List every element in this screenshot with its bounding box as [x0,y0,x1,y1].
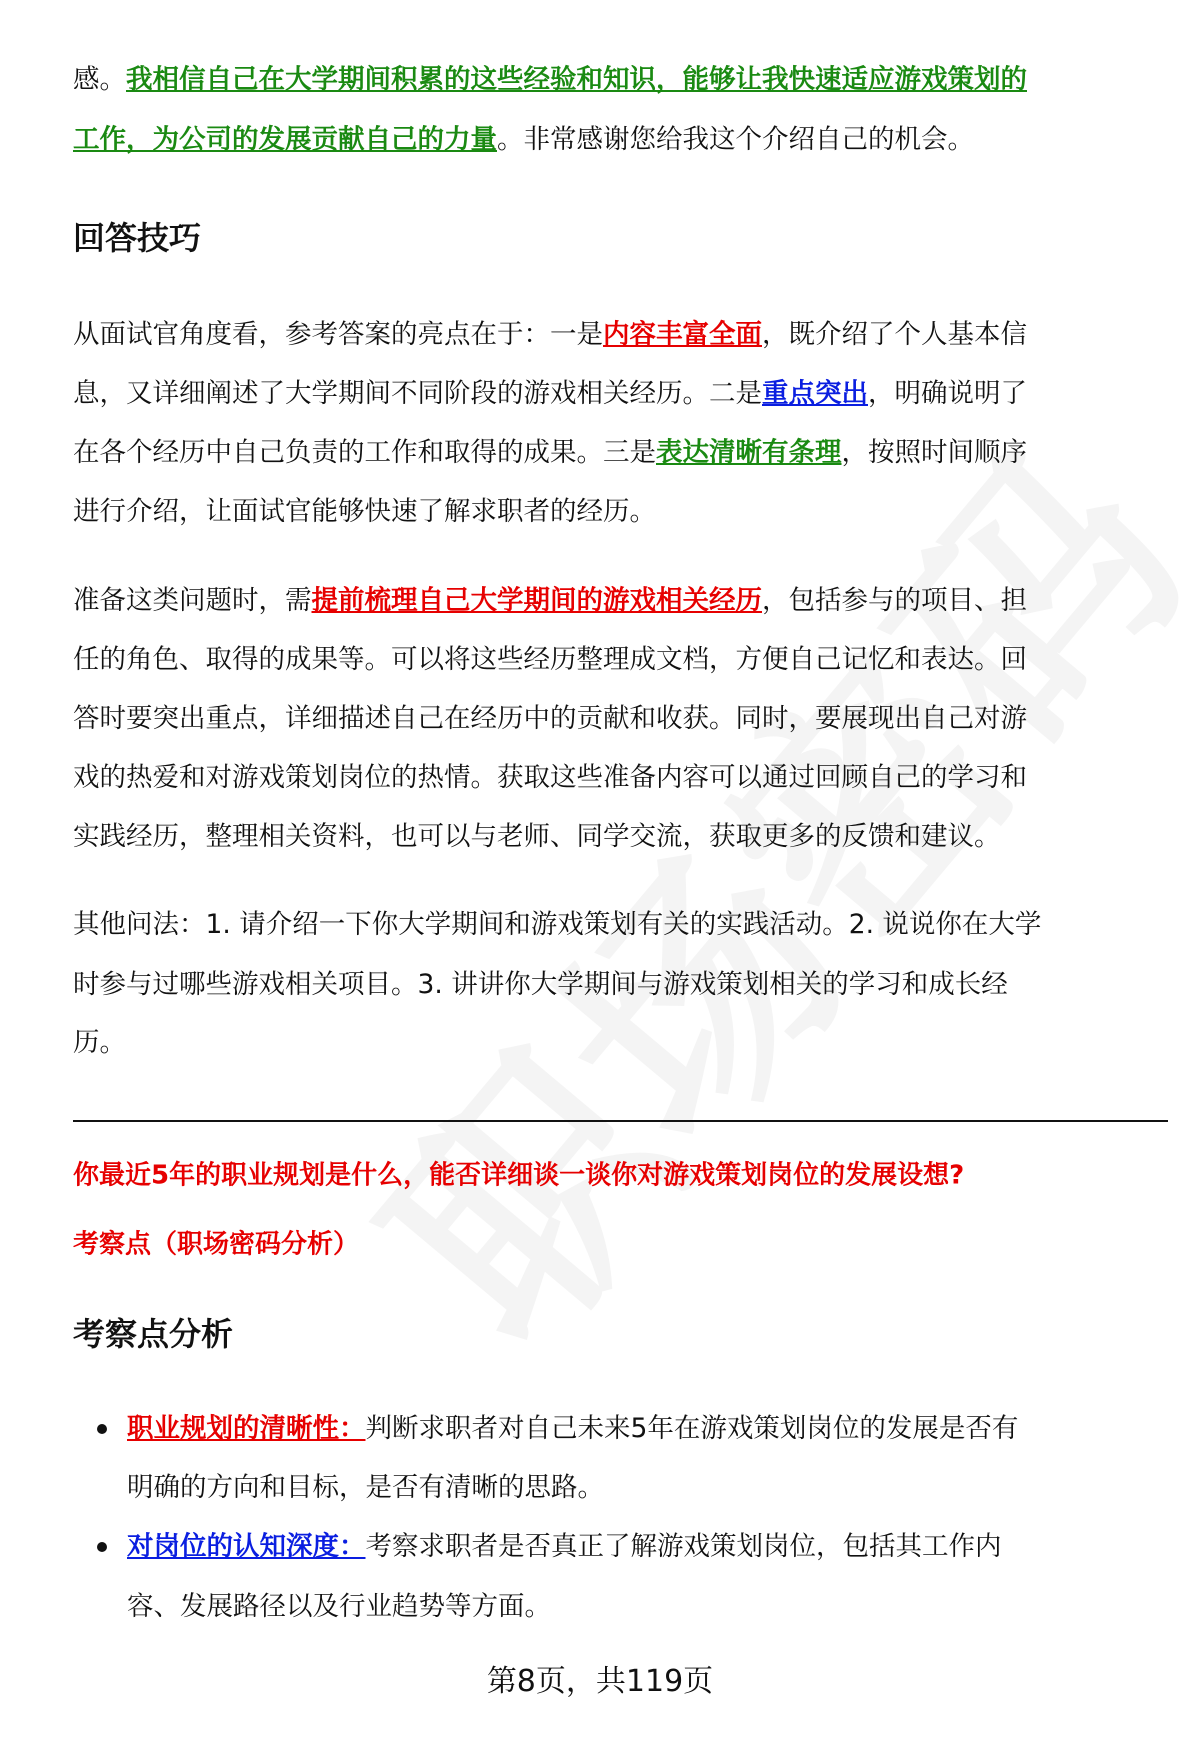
body-text: 历。 [73,1027,126,1058]
intro-line [73,60,1173,100]
body-text: 。非常感谢您给我这个介绍自己的机会。 [497,124,974,155]
body-text: 进行介绍，让面试官能够快速了解求职者的经历。 [73,496,656,527]
body-text: ，明确说明了 [868,378,1027,409]
body-text: ，既介绍了个人基本信 [762,319,1027,350]
bullet-2-line [127,1527,1200,1567]
highlight-text: 内容丰富全面 [603,319,762,350]
interview-question: 你最近5年的职业规划是什么，能否详细谈一谈你对游戏策划岗位的发展设想? [73,1160,965,1191]
highlight-text: 表达清晰有条理 [656,437,842,468]
tips-para1-line [73,492,1173,532]
bullet-icon [97,1424,107,1434]
highlight-text: 对岗位的认知深度： [127,1531,366,1562]
body-text: 任的角色、取得的成果等。可以将这些经历整理成文档，方便自己记忆和表达。回 [73,644,1027,675]
bullet-1-line [127,1409,1200,1449]
tips-para3-line [73,965,1173,1005]
exam-point-label: 考察点（职场密码分析） [73,1229,360,1260]
body-text: 准备这类问题时，需 [73,585,312,616]
highlight-text: 重点突出 [762,378,868,409]
page-number: 第8页，共119页 [486,1664,714,1699]
body-text: 息，又详细阐述了大学期间不同阶段的游戏相关经历。二是 [73,378,762,409]
section-heading-analysis: 考察点分析 [73,1315,234,1353]
tips-para2-line [73,817,1173,857]
tips-para1-line [73,374,1173,414]
tips-para2-line [73,758,1173,798]
bullet-icon [97,1542,107,1552]
bullet-2-line [127,1587,1200,1627]
body-text: 从面试官角度看，参考答案的亮点在于：一是 [73,319,603,350]
divider [73,1120,1168,1122]
tips-para1-line [73,315,1173,355]
body-text: ，包括参与的项目、担 [762,585,1027,616]
section-heading-tips: 回答技巧 [73,219,202,257]
body-text: 其他问法：1. 请介绍一下你大学期间和游戏策划有关的实践活动。2. 说说你在大学 [73,909,1042,940]
highlight-text: 职业规划的清晰性： [127,1413,366,1444]
tips-para2-line [73,640,1173,680]
tips-para2-line [73,699,1173,739]
bullet-1-line [127,1468,1200,1508]
body-text: 时参与过哪些游戏相关项目。3. 讲讲你大学期间与游戏策划相关的学习和成长经 [73,969,1008,1000]
body-text: 答时要突出重点，详细描述自己在经历中的贡献和收获。同时，要展现出自己对游 [73,703,1027,734]
body-text: ，按照时间顺序 [841,437,1027,468]
tips-para2-line [73,581,1173,621]
highlight-text: 提前梳理自己大学期间的游戏相关经历 [311,585,762,616]
highlight-text: 我相信自己在大学期间积累的这些经验和知识，能够让我快速适应游戏策划的 [126,64,1027,95]
tips-para3-line [73,905,1173,945]
intro-line [73,120,1173,160]
body-text: 判断求职者对自己未来5年在游戏策划岗位的发展是否有 [365,1413,1019,1444]
body-text: 感。 [73,64,126,95]
body-text: 明确的方向和目标，是否有清晰的思路。 [127,1472,604,1503]
body-text: 容、发展路径以及行业趋势等方面。 [127,1591,551,1622]
body-text: 在各个经历中自己负责的工作和取得的成果。三是 [73,437,656,468]
body-text: 戏的热爱和对游戏策划岗位的热情。获取这些准备内容可以通过回顾自己的学习和 [73,762,1027,793]
tips-para1-line [73,433,1173,473]
body-text: 考察求职者是否真正了解游戏策划岗位，包括其工作内 [365,1531,1002,1562]
tips-para3-line [73,1023,1173,1063]
highlight-text: 工作，为公司的发展贡献自己的力量 [73,124,497,155]
body-text: 实践经历，整理相关资料，也可以与老师、同学交流，获取更多的反馈和建议。 [73,821,1001,852]
